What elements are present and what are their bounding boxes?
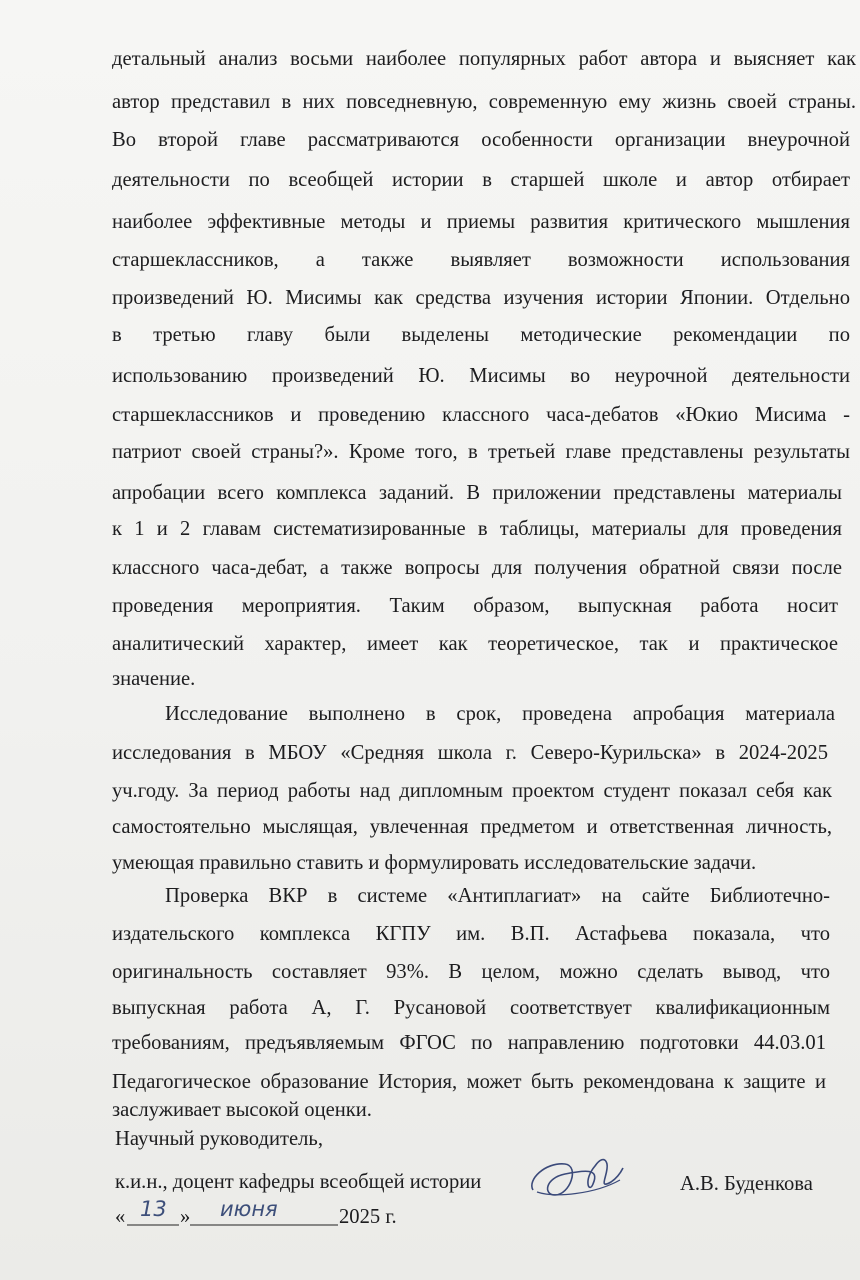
body-line: издательского комплекса КГПУ им. В.П. Астафьева показала, что [112,923,830,945]
body-line: старшеклассников и проведению классного часа-дебатов «Юкио Мисима - [112,404,850,426]
body-line: значение. [112,668,196,690]
date-open-quote: « [115,1206,126,1228]
body-line: Педагогическое образование История, может быть рекомендована к защите и [112,1071,826,1093]
date-year: 2025 г. [339,1206,397,1228]
date-close-quote: » [180,1206,191,1228]
body-line: заслуживает высокой оценки. [112,1099,372,1121]
body-line: в третью главу были выделены методические рекомендации по [112,324,850,346]
body-line: наиболее эффективные методы и приемы развития критического мышления [112,211,850,233]
body-line: Исследование выполнено в срок, проведена апробация материала [165,703,835,725]
body-line: Во второй главе рассматриваются особенности организации внеурочной [112,129,850,151]
body-line: уч.году. За период работы над дипломным проектом студент показал себя как [112,780,832,802]
body-line: апробации всего комплекса заданий. В приложении представлены материалы [112,482,842,504]
date-day: 13 [140,1197,167,1221]
body-line: произведений Ю. Мисимы как средства изучения истории Японии. Отдельно [112,287,850,309]
body-line: классного часа-дебат, а также вопросы для получения обратной связи после [112,557,842,579]
body-line: деятельности по всеобщей истории в старшей школе и автор отбирает [112,169,850,191]
body-line: старшеклассников, а также выявляет возможности использования [112,249,850,271]
supervisor-label: Научный руководитель, [115,1128,323,1150]
signature [525,1150,630,1205]
body-line: использованию произведений Ю. Мисимы во неурочной деятельности [112,365,850,387]
body-line: проведения мероприятия. Таким образом, выпускная работа носит [112,595,838,617]
body-line: патриот своей страны?». Кроме того, в третьей главе представлены результаты [112,441,850,463]
supervisor-title: к.и.н., доцент кафедры всеобщей истории [115,1171,482,1193]
body-line: оригинальность составляет 93%. В целом, можно сделать вывод, что [112,961,830,983]
day-underline [127,1223,179,1227]
body-line: требованиям, предъявляемым ФГОС по направлению подготовки 44.03.01 [112,1032,826,1054]
body-line: исследования в МБОУ «Средняя школа г. Северо-Курильска» в 2024-2025 [112,742,828,764]
body-line: выпускная работа А, Г. Русановой соответствует квалификационным [112,997,830,1019]
supervisor-name: А.В. Буденкова [680,1173,813,1195]
body-line: детальный анализ восьми наиболее популярных работ автора и выясняет как [112,48,856,70]
month-underline [190,1223,338,1227]
date-month: июня [220,1197,278,1221]
body-line: умеющая правильно ставить и формулировать исследовательские задачи. [112,852,757,874]
body-line: Проверка ВКР в системе «Антиплагиат» на сайте Библиотечно- [165,885,830,907]
body-line: к 1 и 2 главам систематизированные в таблицы, материалы для проведения [112,518,842,540]
body-line: автор представил в них повседневную, современную ему жизнь своей страны. [112,91,856,113]
body-line: аналитический характер, имеет как теоретическое, так и практическое [112,633,838,655]
body-line: самостоятельно мыслящая, увлеченная предметом и ответственная личность, [112,816,832,838]
